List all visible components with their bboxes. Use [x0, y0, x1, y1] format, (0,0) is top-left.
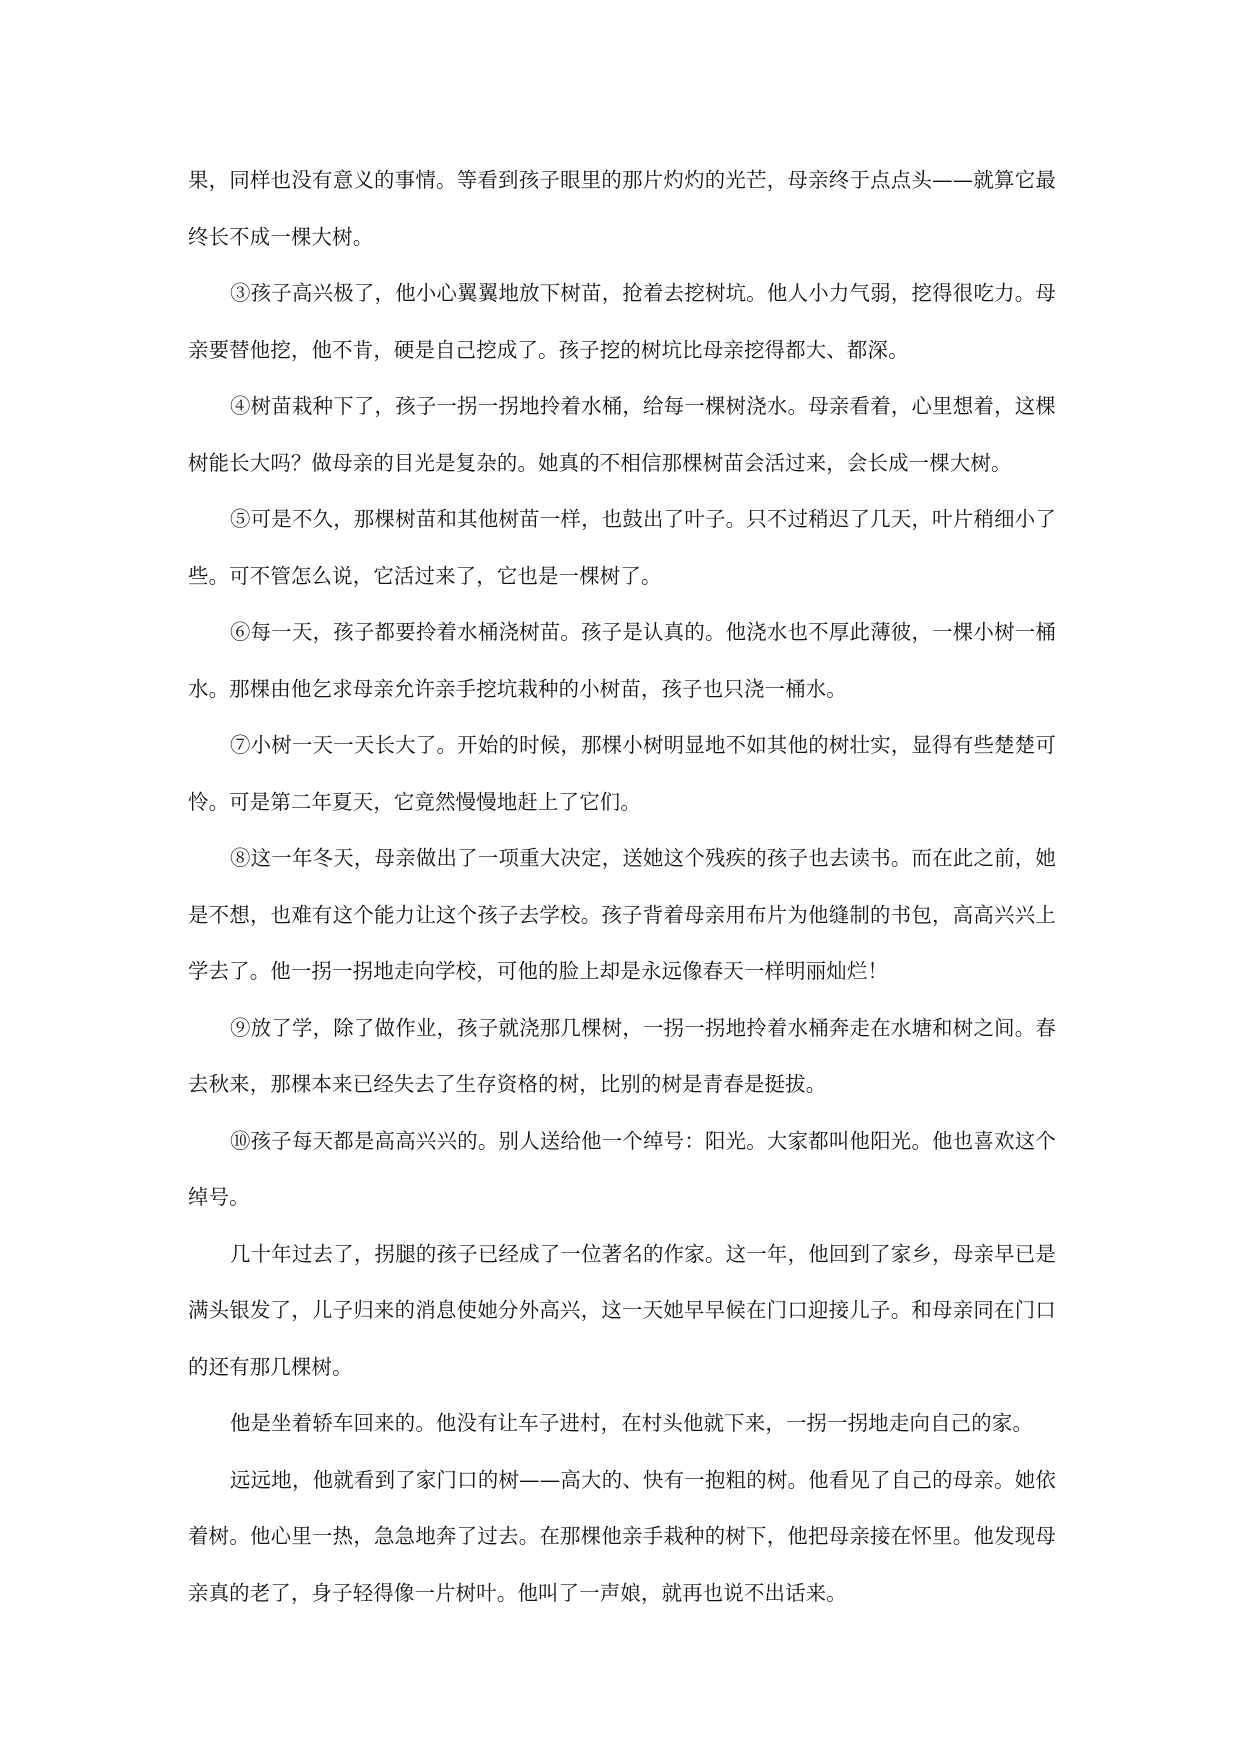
article-body: [188, 152, 1056, 1621]
paragraph-4: ④树苗栽种下了，孩子一拐一拐地拎着水桶，给每一棵树浇水。母亲看着，心里想着，这棵树能长大吗？做母亲的目光是复杂的。她真的不相信那棵树苗会活过来，会长成一棵大树。: [188, 394, 1056, 475]
paragraph-continued: 果，同样也没有意义的事情。等看到孩子眼里的那片灼灼的光芒，母亲终于点点头——就算它最终长不成一棵大树。: [188, 168, 1056, 249]
paragraph-6: ⑥每一天，孩子都要拎着水桶浇树苗。孩子是认真的。他浇水也不厚此薄彼，一棵小树一桶水。那棵由他乞求母亲允许亲手挖坑栽种的小树苗，孩子也只浇一桶水。: [188, 620, 1056, 701]
paragraph-decades-later: 几十年过去了，拐腿的孩子已经成了一位著名的作家。这一年，他回到了家乡，母亲早已是满头银发了，儿子归来的消息使她分外高兴，这一天她早早候在门口迎接儿子。和母亲同在门口的还有那几棵树。: [188, 1241, 1056, 1379]
paragraph-7: ⑦小树一天一天长大了。开始的时候，那棵小树明显地不如其他的树壮实，显得有些楚楚可怜。可是第二年夏天，它竟然慢慢地赶上了它们。: [188, 733, 1056, 814]
paragraph-9: ⑨放了学，除了做作业，孩子就浇那几棵树，一拐一拐地拎着水桶奔走在水塘和树之间。春去秋来，那棵本来已经失去了生存资格的树，比别的树是青春是挺拔。: [188, 1015, 1056, 1096]
paragraph-3: ③孩子高兴极了，他小心翼翼地放下树苗，抢着去挖树坑。他人小力气弱，挖得很吃力。母亲要替他挖，他不肯，硬是自己挖成了。孩子挖的树坑比母亲挖得都大、都深。: [188, 281, 1056, 362]
paragraph-5: ⑤可是不久，那棵树苗和其他树苗一样，也鼓出了叶子。只不过稍迟了几天，叶片稍细小了些。可不管怎么说，它活过来了，它也是一棵树了。: [188, 507, 1056, 588]
paragraph-returning-home: 他是坐着轿车回来的。他没有让车子进村，在村头他就下来，一拐一拐地走向自己的家。: [230, 1411, 1034, 1435]
paragraph-10: ⑩孩子每天都是高高兴兴的。别人送给他一个绰号：阳光。大家都叫他阳光。他也喜欢这个绰号。: [188, 1128, 1056, 1209]
paragraph-reunion: 远远地，他就看到了家门口的树——高大的、快有一抱粗的树。他看见了自己的母亲。她依着树。他心里一热，急急地奔了过去。在那棵他亲手栽种的树下，他把母亲接在怀里。他发现母亲真的老了，身子轻得像一片树叶。他叫了一声娘，就再也说不出话来。: [188, 1467, 1056, 1605]
paragraph-8: ⑧这一年冬天，母亲做出了一项重大决定，送她这个残疾的孩子也去读书。而在此之前，她是不想，也难有这个能力让这个孩子去学校。孩子背着母亲用布片为他缝制的书包，高高兴兴上学去了。他一拐一拐地走向学校，可他的脸上却是永远像春天一样明丽灿烂！: [188, 846, 1056, 983]
